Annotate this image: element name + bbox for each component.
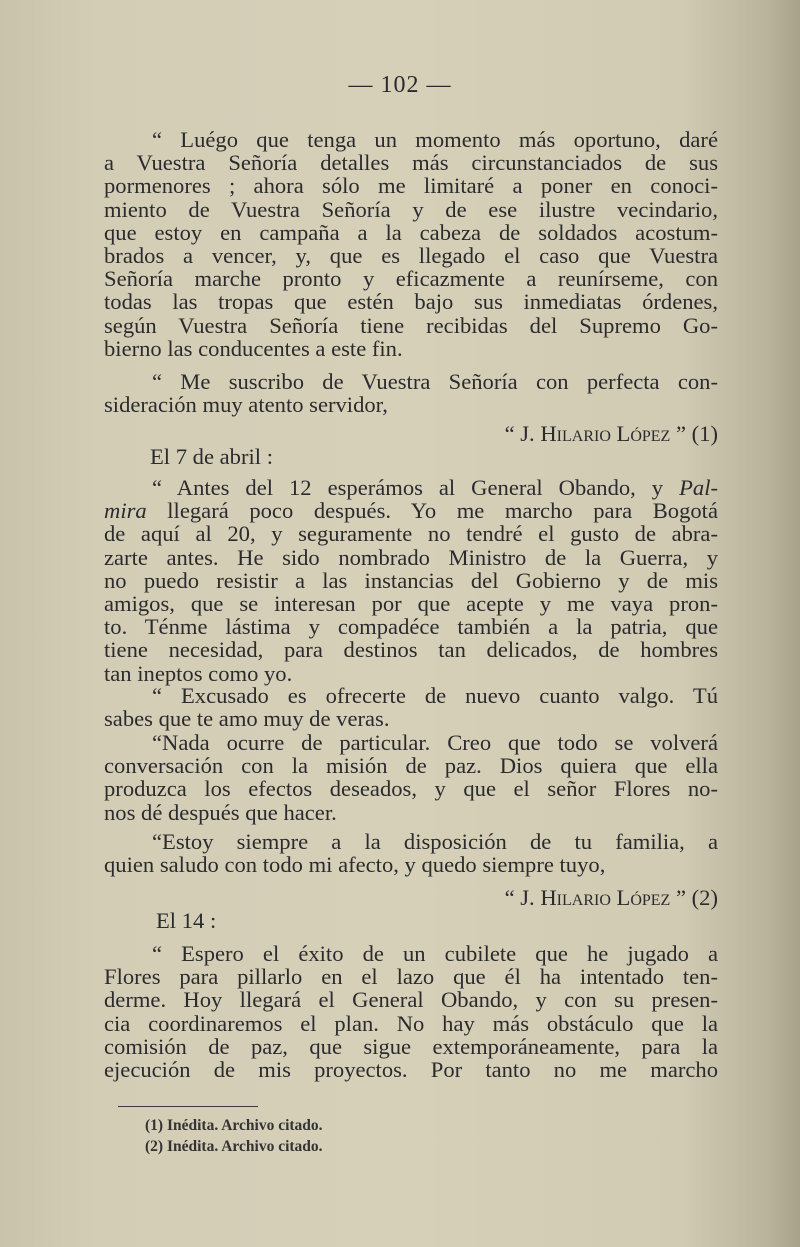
text-line: ejecución de mis proyectos. Por tanto no me marcho xyxy=(104,1057,718,1083)
text-line: “ Excusado es ofrecerte de nuevo cuanto valgo. Tú xyxy=(152,683,718,708)
text-line: comisión de paz, que sigue extemporáneamente, para la xyxy=(104,1033,718,1059)
text-line: tan ineptos como yo. xyxy=(104,660,293,686)
footnote-divider xyxy=(118,1106,258,1107)
text-line xyxy=(104,476,718,499)
text-line: sideración muy atento servidor, xyxy=(104,392,388,418)
text-line: “ Me suscribo de Vuestra Señoría con perfecta con- xyxy=(152,369,718,394)
text-span: llegará poco después. Yo me marcho para Bogotá xyxy=(167,498,718,524)
footnote-2: (2) Inédita. Archivo citado. xyxy=(145,1137,323,1155)
paragraph-5 xyxy=(104,731,718,824)
text-line: quien saludo con todo mi afecto, y quedo siempre tuyo, xyxy=(104,852,606,878)
date-heading-1 xyxy=(150,445,764,468)
text-line: de aquí al 20, y seguramente no tendré el gusto de abra- xyxy=(104,521,718,547)
paragraph-1 xyxy=(104,128,718,360)
text-line: “Nada ocurre de particular. Creo que todo se volverá xyxy=(152,730,718,755)
signature-text: “ J. Hilario López ” (2) xyxy=(504,885,718,910)
text-line: “ Espero el éxito de un cubilete que he jugado a xyxy=(152,941,718,966)
signature-1 xyxy=(104,422,718,445)
text-line: no puedo resistir a las instancias del Gobierno y de mis xyxy=(104,567,718,593)
page-number: — 102 — xyxy=(348,72,452,98)
text-line: pormenores ; ahora sólo me limitaré a poner en conoci- xyxy=(104,173,718,199)
footnote-1: (1) Inédita. Archivo citado. xyxy=(145,1117,323,1134)
text-line: conversación con la misión de paz. Dios quiera que ella xyxy=(104,753,718,779)
footnotes xyxy=(145,1116,323,1157)
text-line: amigos, que se interesan por que acepte y me vaya pron- xyxy=(104,591,718,617)
paragraph-7 xyxy=(104,942,718,1081)
text-line: derme. Hoy llegará el General Obando, y con su presen- xyxy=(104,987,718,1013)
text-line: “ Luégo que tenga un momento más oportuno, daré xyxy=(152,127,718,152)
paragraph-2 xyxy=(104,370,718,416)
text-line: según Vuestra Señoría tiene recibidas del Supremo Go- xyxy=(104,312,718,338)
paragraph-6 xyxy=(104,830,718,876)
text-line: brados a vencer, y, que es llegado el caso que Vuestra xyxy=(104,243,718,269)
text-span: “ Antes del 12 esperámos al General Obando, y xyxy=(152,475,664,500)
text-line: zarte antes. He sido nombrado Ministro de la Guerra, y xyxy=(104,544,718,570)
text-line: Señoría marche pronto y eficazmente a reunírseme, con xyxy=(104,266,718,292)
text-line: cia coordinaremos el plan. No hay más obstáculo que la xyxy=(104,1010,718,1036)
text-line xyxy=(104,499,718,522)
text-line: que estoy en campaña a la cabeza de soldados acostum- xyxy=(104,219,718,245)
date-text: El 14 : xyxy=(156,908,217,933)
date-text: El 7 de abril : xyxy=(150,444,273,469)
date-heading-2 xyxy=(156,909,770,932)
text-line: produzca los efectos deseados, y que el señor Flores no- xyxy=(104,776,718,802)
italic-word: Pal- xyxy=(679,475,718,500)
text-line: nos dé después que hacer. xyxy=(104,799,337,825)
paragraph-3 xyxy=(104,476,718,685)
text-line: tiene necesidad, para destinos tan delicados, de hombres xyxy=(104,637,718,663)
paragraph-4 xyxy=(104,684,718,730)
signature-2 xyxy=(104,886,718,909)
text-line: bierno las conducentes a este fin. xyxy=(104,335,403,361)
text-line: Flores para pillarlo en el lazo que él ha intentado ten- xyxy=(104,964,718,990)
text-line: “Estoy siempre a la disposición de tu familia, a xyxy=(152,829,718,854)
italic-word: mira xyxy=(104,498,147,524)
text-line: a Vuestra Señoría detalles más circunstanciados de sus xyxy=(104,150,718,176)
signature-text: “ J. Hilario López ” (1) xyxy=(504,421,718,446)
text-line: to. Ténme lástima y compadéce también a la patria, que xyxy=(104,614,718,640)
text-line: todas las tropas que estén bajo sus inmediatas órdenes, xyxy=(104,289,718,315)
text-line: miento de Vuestra Señoría y de ese ilustre vecindario, xyxy=(104,196,718,222)
text-line: sabes que te amo muy de veras. xyxy=(104,706,390,732)
